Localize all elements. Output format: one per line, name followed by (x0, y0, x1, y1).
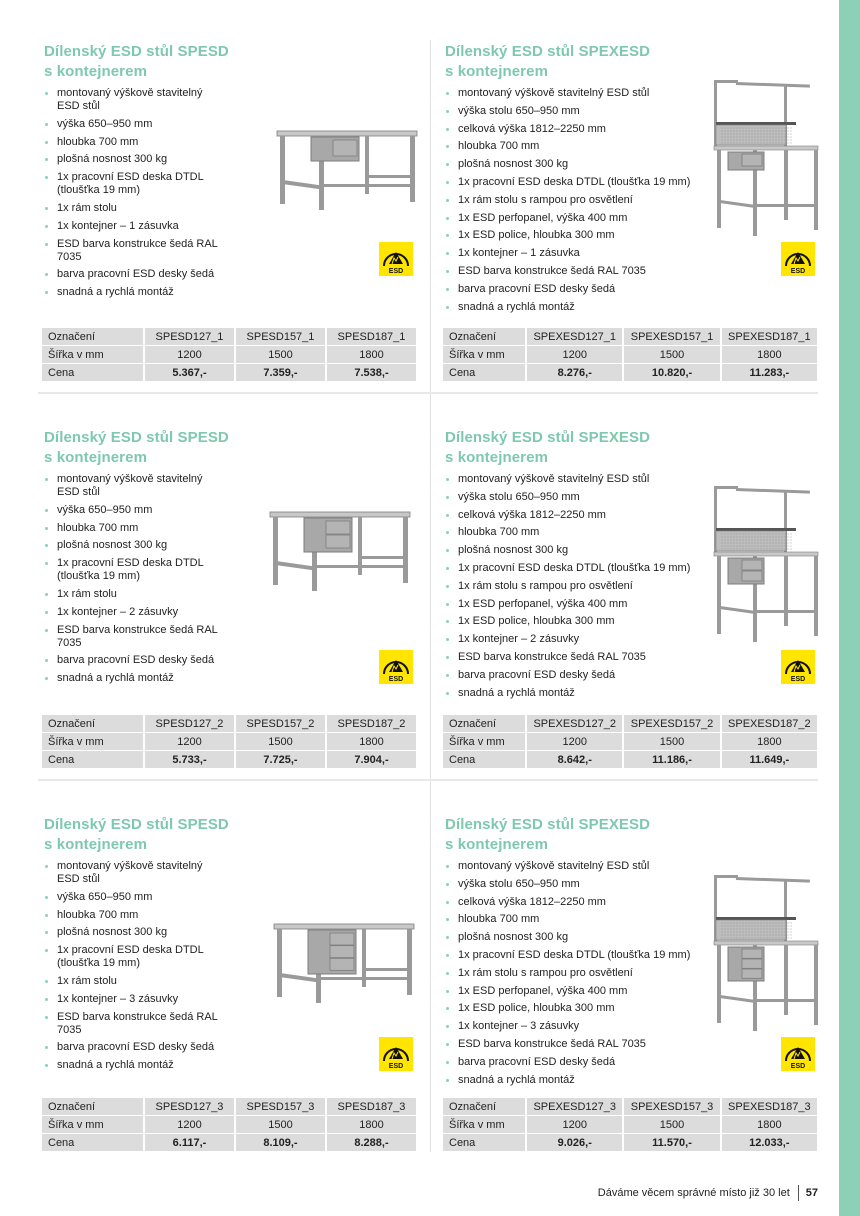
feature-item: 1x rám stolu (44, 975, 224, 988)
feature-item: 1x rám stolu s rampou pro osvětlení (445, 580, 705, 593)
feature-item: snadná a rychlá montáž (44, 286, 224, 299)
variant-width: 1500 (624, 346, 719, 363)
feature-item: 1x rám stolu (44, 588, 224, 601)
table-row-price (42, 364, 416, 381)
variant-price: 11.570,- (624, 1134, 719, 1151)
variant-table (40, 1097, 418, 1152)
feature-item: 1x kontejner – 3 zásuvky (445, 1020, 705, 1033)
variant-code: SPEXESD157_1 (624, 328, 719, 345)
feature-item: ESD barva konstrukce šedá RAL 7035 (445, 265, 705, 278)
feature-item: 1x pracovní ESD deska DTDL (tloušťka 19 mm) (44, 171, 224, 197)
variant-table (441, 327, 819, 382)
variant-code: SPEXESD187_3 (722, 1098, 817, 1115)
variant-price: 7.538,- (327, 364, 416, 381)
table-row-designation (443, 328, 817, 345)
row-label: Cena (443, 364, 525, 381)
feature-item: 1x ESD police, hloubka 300 mm (445, 615, 705, 628)
feature-item: 1x pracovní ESD deska DTDL (tloušťka 19 mm) (445, 176, 705, 189)
table-row-price (42, 1134, 416, 1151)
product-title-line1: Dílenský ESD stůl SPESD (44, 429, 229, 446)
feature-item: 1x pracovní ESD deska DTDL (tloušťka 19 mm) (445, 949, 705, 962)
row-label: Šířka v mm (443, 1116, 525, 1133)
variant-width: 1500 (236, 346, 325, 363)
esd-badge (781, 1037, 815, 1071)
row-label: Cena (42, 1134, 143, 1151)
feature-item: hloubka 700 mm (445, 913, 705, 926)
feature-item: hloubka 700 mm (445, 526, 705, 539)
row-label: Označení (42, 715, 143, 732)
row-label: Označení (42, 1098, 143, 1115)
feature-item: hloubka 700 mm (44, 136, 224, 149)
esd-symbol-icon (781, 650, 815, 684)
variant-price: 9.026,- (527, 1134, 622, 1151)
feature-item: ESD barva konstrukce šedá RAL 7035 (445, 651, 705, 664)
feature-item: 1x ESD perfopanel, výška 400 mm (445, 985, 705, 998)
feature-list (445, 87, 705, 318)
feature-item: 1x pracovní ESD deska DTDL (tloušťka 19 mm) (44, 557, 224, 583)
feature-item: 1x rám stolu (44, 202, 224, 215)
variant-code: SPEXESD157_2 (624, 715, 719, 732)
feature-item: 1x ESD police, hloubka 300 mm (445, 1002, 705, 1015)
feature-item: celková výška 1812–2250 mm (445, 123, 705, 136)
variant-price: 8.642,- (527, 751, 622, 768)
feature-item: barva pracovní ESD desky šedá (445, 669, 705, 682)
table-row-designation (443, 715, 817, 732)
product-card (44, 42, 424, 412)
product-image (700, 478, 820, 653)
variant-price: 12.033,- (722, 1134, 817, 1151)
table-row-width (42, 346, 416, 363)
variant-width: 1200 (145, 1116, 234, 1133)
esd-badge (379, 650, 413, 684)
feature-list (44, 473, 224, 690)
row-label: Šířka v mm (42, 346, 143, 363)
product-image (700, 72, 820, 247)
product-title (445, 815, 650, 855)
feature-item: 1x kontejner – 1 zásuvka (445, 247, 705, 260)
feature-item: 1x pracovní ESD deska DTDL (tloušťka 19 mm) (445, 562, 705, 575)
product-title-line1: Dílenský ESD stůl SPEXESD (445, 43, 651, 60)
variant-price: 7.359,- (236, 364, 325, 381)
product-title-line1: Dílenský ESD stůl SPESD (44, 816, 229, 833)
page-number: 57 (805, 1187, 818, 1199)
row-label: Cena (42, 751, 143, 768)
footer-slogan: Dáváme věcem správné místo již 30 let (597, 1187, 790, 1199)
feature-item: 1x kontejner – 1 zásuvka (44, 220, 224, 233)
footer-separator (798, 1185, 799, 1201)
table-row-price (42, 751, 416, 768)
esd-symbol-icon (781, 1037, 815, 1071)
feature-list (445, 860, 705, 1091)
feature-item: snadná a rychlá montáž (44, 1059, 224, 1072)
product-title-line2: s kontejnerem (44, 836, 148, 853)
svg-text:ESD: ESD (388, 268, 404, 275)
variant-code: SPESD127_1 (145, 328, 234, 345)
feature-item: 1x rám stolu s rampou pro osvětlení (445, 194, 705, 207)
feature-item: celková výška 1812–2250 mm (445, 509, 705, 522)
feature-item: 1x kontejner – 2 zásuvky (445, 633, 705, 646)
variant-price: 10.820,- (624, 364, 719, 381)
feature-item: montovaný výškově stavitelný ESD stůl (44, 860, 224, 886)
variant-width: 1800 (327, 346, 416, 363)
variant-code: SPESD157_3 (236, 1098, 325, 1115)
feature-item: montovaný výškově stavitelný ESD stůl (445, 860, 705, 873)
feature-item: barva pracovní ESD desky šedá (445, 283, 705, 296)
product-title (44, 428, 229, 468)
feature-item: plošná nosnost 300 kg (445, 544, 705, 557)
row-label: Označení (443, 328, 525, 345)
variant-code: SPEXESD127_2 (527, 715, 622, 732)
row-label: Šířka v mm (42, 733, 143, 750)
esd-badge (781, 650, 815, 684)
feature-item: plošná nosnost 300 kg (445, 158, 705, 171)
variant-price: 5.367,- (145, 364, 234, 381)
feature-item: barva pracovní ESD desky šedá (445, 1056, 705, 1069)
feature-item: barva pracovní ESD desky šedá (44, 654, 224, 667)
desk-with-superstructure-image (700, 478, 820, 648)
variant-width: 1800 (722, 1116, 817, 1133)
feature-list (44, 87, 224, 304)
product-title-line2: s kontejnerem (44, 449, 148, 466)
svg-text:ESD: ESD (790, 268, 806, 275)
desk-with-superstructure-image (700, 867, 820, 1037)
product-title-line2: s kontejnerem (445, 836, 549, 853)
variant-price: 8.288,- (327, 1134, 416, 1151)
row-label: Označení (443, 715, 525, 732)
variant-width: 1500 (624, 1116, 719, 1133)
product-card (445, 428, 825, 798)
product-image (269, 117, 424, 217)
feature-list (44, 860, 224, 1077)
product-title-line2: s kontejnerem (445, 449, 549, 466)
variant-code: SPEXESD127_3 (527, 1098, 622, 1115)
feature-item: plošná nosnost 300 kg (44, 153, 224, 166)
feature-item: výška stolu 650–950 mm (445, 105, 705, 118)
row-label: Šířka v mm (443, 346, 525, 363)
column-divider (430, 40, 431, 1152)
variant-table (40, 714, 418, 769)
feature-item: ESD barva konstrukce šedá RAL 7035 (44, 624, 224, 650)
svg-text:ESD: ESD (388, 1063, 404, 1070)
feature-list (445, 473, 705, 704)
table-row-width (443, 733, 817, 750)
svg-text:ESD: ESD (388, 676, 404, 683)
row-label: Označení (443, 1098, 525, 1115)
table-row-width (443, 346, 817, 363)
row-label: Cena (443, 1134, 525, 1151)
feature-item: výška 650–950 mm (44, 118, 224, 131)
variant-width: 1800 (327, 1116, 416, 1133)
table-row-price (443, 364, 817, 381)
row-label: Označení (42, 328, 143, 345)
feature-item: montovaný výškově stavitelný ESD stůl (44, 87, 224, 113)
feature-item: hloubka 700 mm (445, 140, 705, 153)
product-image (266, 910, 421, 1010)
variant-price: 5.733,- (145, 751, 234, 768)
esd-badge (379, 1037, 413, 1071)
desk-image (266, 910, 421, 1005)
feature-item: snadná a rychlá montáž (445, 301, 705, 314)
variant-width: 1200 (145, 346, 234, 363)
feature-item: 1x pracovní ESD deska DTDL (tloušťka 19 mm) (44, 944, 224, 970)
variant-width: 1800 (722, 346, 817, 363)
variant-width: 1500 (236, 1116, 325, 1133)
esd-symbol-icon (379, 650, 413, 684)
product-title-line1: Dílenský ESD stůl SPEXESD (445, 429, 651, 446)
feature-item: výška stolu 650–950 mm (445, 878, 705, 891)
desk-image (262, 498, 417, 593)
product-title-line2: s kontejnerem (44, 63, 148, 80)
feature-item: celková výška 1812–2250 mm (445, 896, 705, 909)
table-row-designation (42, 715, 416, 732)
variant-price: 8.276,- (527, 364, 622, 381)
esd-symbol-icon (781, 242, 815, 276)
feature-item: plošná nosnost 300 kg (44, 926, 224, 939)
feature-item: 1x ESD police, hloubka 300 mm (445, 229, 705, 242)
variant-code: SPESD127_2 (145, 715, 234, 732)
page-footer (598, 1185, 818, 1201)
variant-width: 1200 (527, 733, 622, 750)
product-title (445, 428, 650, 468)
variant-price: 6.117,- (145, 1134, 234, 1151)
feature-item: snadná a rychlá montáž (44, 672, 224, 685)
variant-code: SPESD127_3 (145, 1098, 234, 1115)
feature-item: ESD barva konstrukce šedá RAL 7035 (445, 1038, 705, 1051)
esd-badge (379, 242, 413, 276)
variant-price: 11.649,- (722, 751, 817, 768)
variant-width: 1200 (145, 733, 234, 750)
table-row-width (443, 1116, 817, 1133)
page-edge-strip (839, 0, 860, 1216)
variant-width: 1500 (624, 733, 719, 750)
variant-code: SPESD187_3 (327, 1098, 416, 1115)
feature-item: hloubka 700 mm (44, 522, 224, 535)
row-label: Šířka v mm (42, 1116, 143, 1133)
row-label: Šířka v mm (443, 733, 525, 750)
feature-item: výška 650–950 mm (44, 504, 224, 517)
variant-width: 1200 (527, 1116, 622, 1133)
product-card (44, 428, 424, 798)
feature-item: snadná a rychlá montáž (445, 687, 705, 700)
row-label: Cena (42, 364, 143, 381)
desk-image (269, 117, 424, 212)
feature-item: 1x ESD perfopanel, výška 400 mm (445, 212, 705, 225)
table-row-designation (42, 1098, 416, 1115)
table-row-designation (42, 328, 416, 345)
esd-badge (781, 242, 815, 276)
svg-text:ESD: ESD (790, 676, 806, 683)
feature-item: 1x ESD perfopanel, výška 400 mm (445, 598, 705, 611)
variant-price: 7.725,- (236, 751, 325, 768)
table-row-width (42, 1116, 416, 1133)
esd-symbol-icon (379, 1037, 413, 1071)
esd-symbol-icon (379, 242, 413, 276)
variant-price: 11.186,- (624, 751, 719, 768)
product-title-line1: Dílenský ESD stůl SPESD (44, 43, 229, 60)
feature-item: montovaný výškově stavitelný ESD stůl (44, 473, 224, 499)
feature-item: 1x kontejner – 3 zásuvky (44, 993, 224, 1006)
variant-price: 11.283,- (722, 364, 817, 381)
variant-width: 1500 (236, 733, 325, 750)
variant-table (441, 1097, 819, 1152)
feature-item: plošná nosnost 300 kg (44, 539, 224, 552)
product-title-line2: s kontejnerem (445, 63, 549, 80)
feature-item: výška 650–950 mm (44, 891, 224, 904)
feature-item: hloubka 700 mm (44, 909, 224, 922)
feature-item: ESD barva konstrukce šedá RAL 7035 (44, 1011, 224, 1037)
variant-code: SPEXESD187_1 (722, 328, 817, 345)
feature-item: barva pracovní ESD desky šedá (44, 1041, 224, 1054)
variant-width: 1800 (327, 733, 416, 750)
variant-code: SPEXESD187_2 (722, 715, 817, 732)
variant-code: SPEXESD157_3 (624, 1098, 719, 1115)
product-card (445, 42, 825, 412)
feature-item: montovaný výškově stavitelný ESD stůl (445, 473, 705, 486)
variant-table (441, 714, 819, 769)
variant-code: SPESD187_2 (327, 715, 416, 732)
product-image (700, 867, 820, 1042)
product-title (44, 815, 229, 855)
feature-item: ESD barva konstrukce šedá RAL 7035 (44, 238, 224, 264)
variant-width: 1200 (527, 346, 622, 363)
variant-price: 7.904,- (327, 751, 416, 768)
table-row-width (42, 733, 416, 750)
variant-price: 8.109,- (236, 1134, 325, 1151)
feature-item: výška stolu 650–950 mm (445, 491, 705, 504)
table-row-price (443, 751, 817, 768)
feature-item: barva pracovní ESD desky šedá (44, 268, 224, 281)
variant-code: SPESD187_1 (327, 328, 416, 345)
product-card (44, 815, 424, 1185)
product-title (445, 42, 650, 82)
variant-code: SPEXESD127_1 (527, 328, 622, 345)
feature-item: snadná a rychlá montáž (445, 1074, 705, 1087)
product-image (262, 498, 417, 598)
variant-table (40, 327, 418, 382)
product-card (445, 815, 825, 1185)
feature-item: montovaný výškově stavitelný ESD stůl (445, 87, 705, 100)
svg-text:ESD: ESD (790, 1063, 806, 1070)
row-label: Cena (443, 751, 525, 768)
product-title-line1: Dílenský ESD stůl SPEXESD (445, 816, 651, 833)
variant-code: SPESD157_2 (236, 715, 325, 732)
feature-item: 1x kontejner – 2 zásuvky (44, 606, 224, 619)
table-row-designation (443, 1098, 817, 1115)
desk-with-superstructure-image (700, 72, 820, 242)
feature-item: 1x rám stolu s rampou pro osvětlení (445, 967, 705, 980)
product-title (44, 42, 229, 82)
variant-width: 1800 (722, 733, 817, 750)
table-row-price (443, 1134, 817, 1151)
variant-code: SPESD157_1 (236, 328, 325, 345)
feature-item: plošná nosnost 300 kg (445, 931, 705, 944)
